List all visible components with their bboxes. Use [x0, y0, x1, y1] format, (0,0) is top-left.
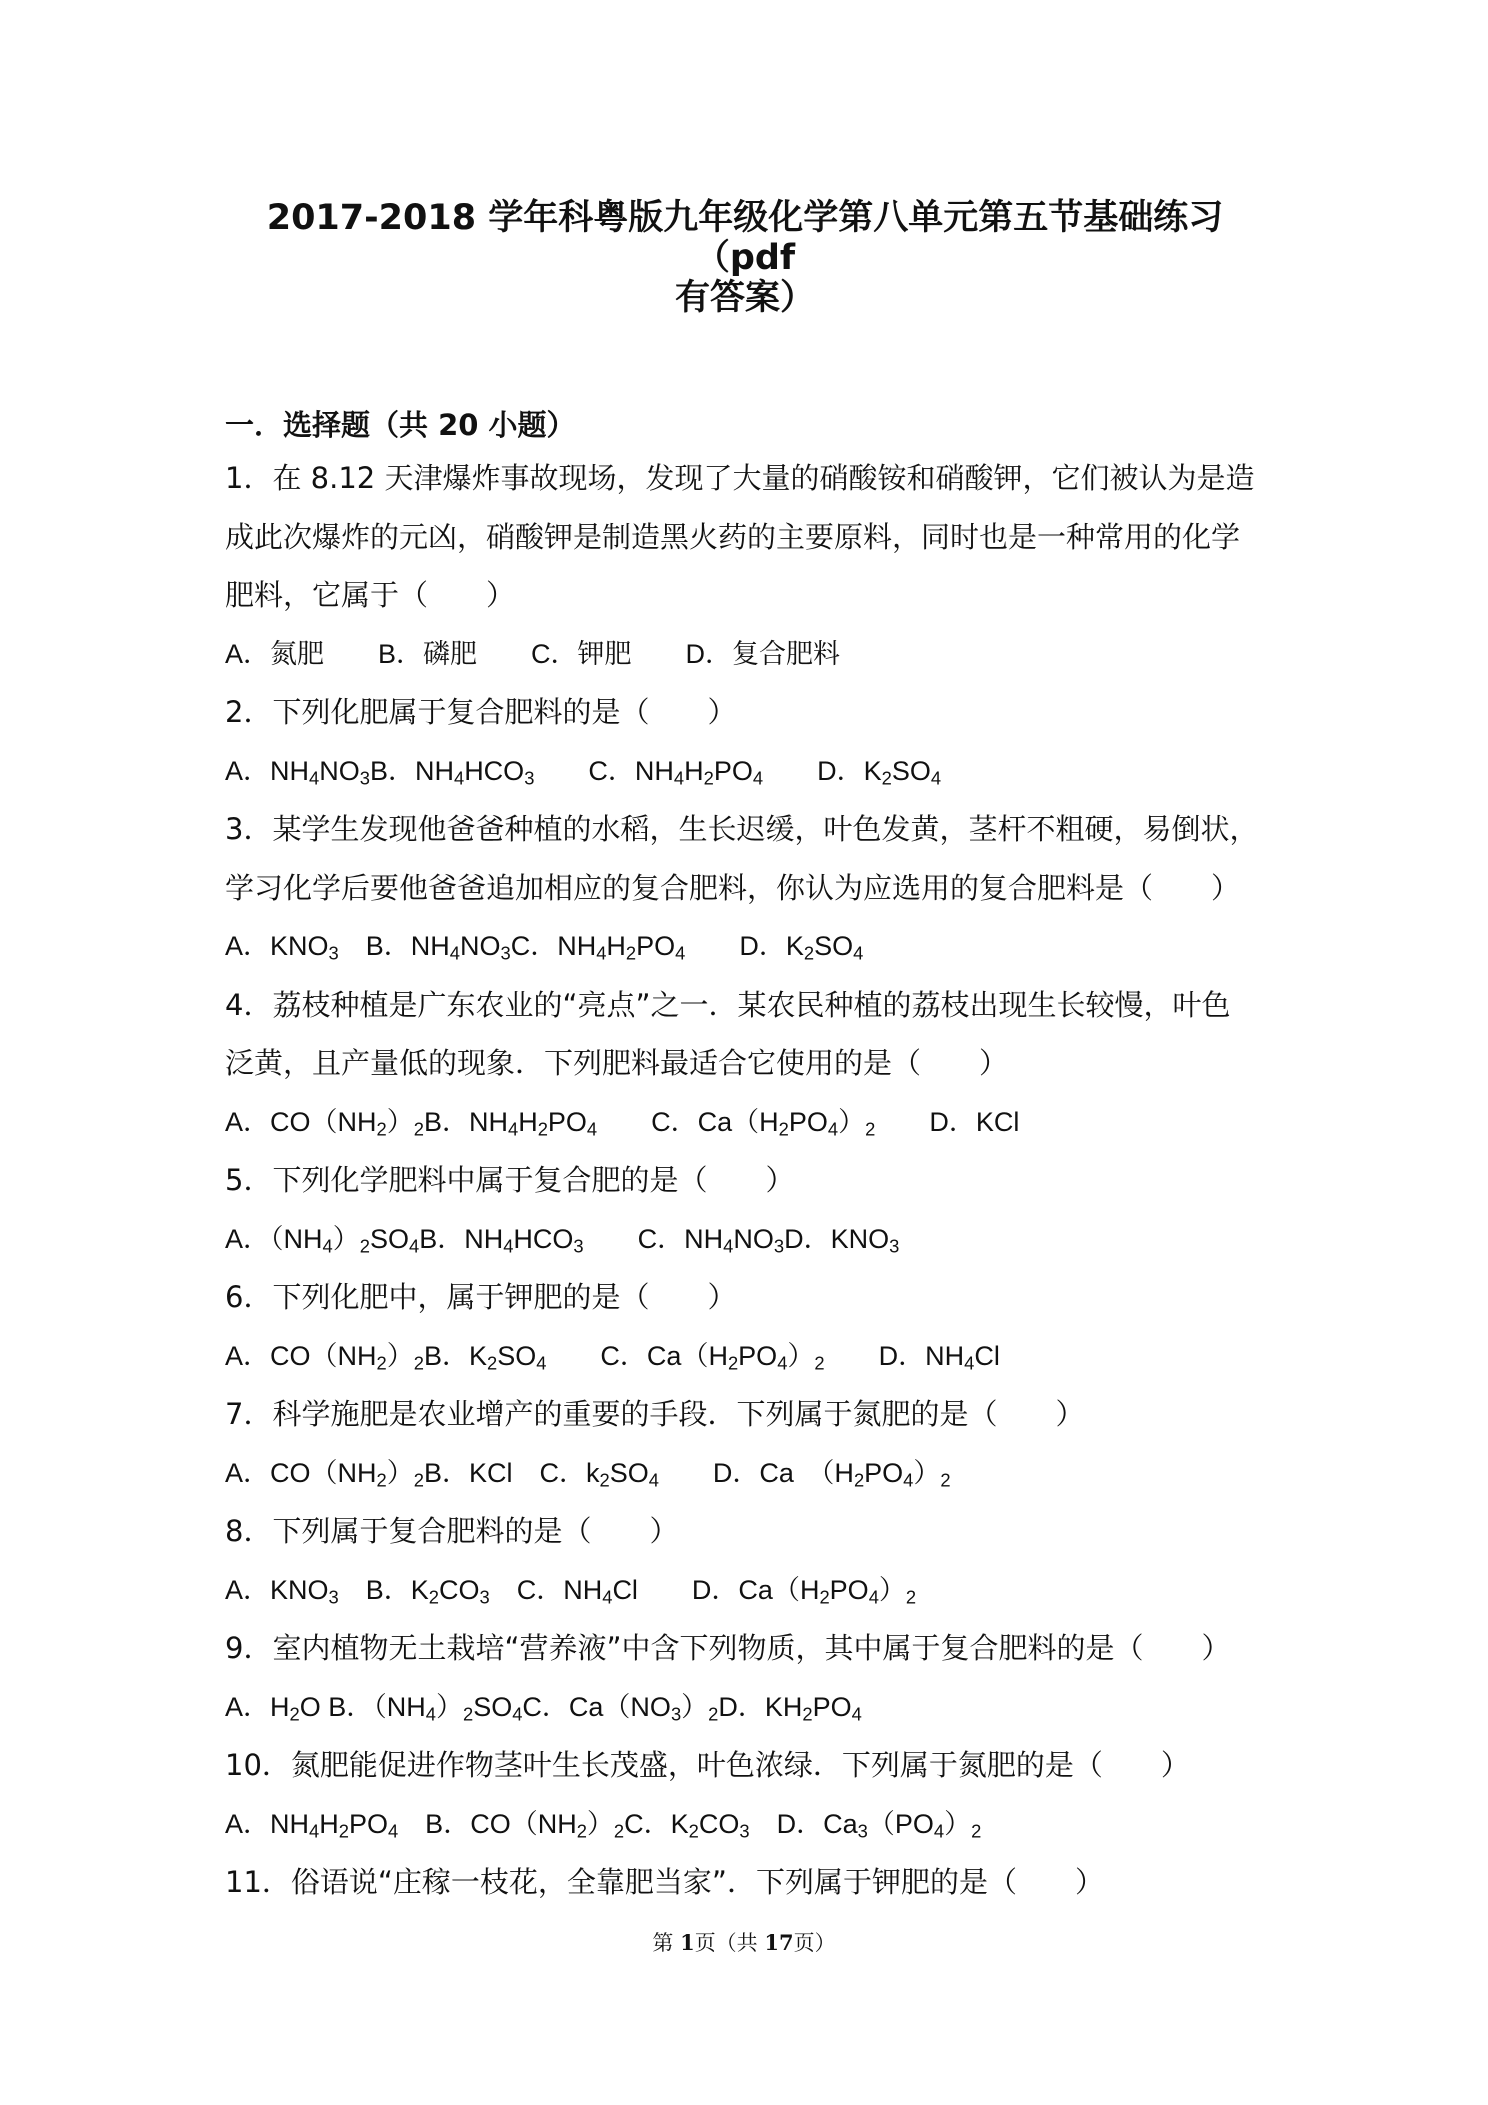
- option-text: SO: [609, 1457, 649, 1488]
- option-text: SO: [497, 1340, 537, 1371]
- formula-subscript: 4: [673, 767, 685, 789]
- option-text: B．CO（NH: [398, 1808, 577, 1839]
- formula-subscript: 4: [596, 942, 607, 964]
- question-text-line: 学习化学后要他爸爸追加相应的复合肥料，你认为应选用的复合肥料是（ ）: [225, 870, 1241, 905]
- option-text: A．NH: [225, 1808, 310, 1839]
- footer-suffix: 页）: [793, 1931, 836, 1955]
- footer-page-number: 1: [680, 1930, 695, 1955]
- option-text: A．NH: [225, 755, 310, 786]
- formula-subscript: 2: [289, 1703, 300, 1725]
- option-text: D．KCl: [875, 1106, 1020, 1137]
- option-text: D．KNO: [784, 1223, 890, 1254]
- question-text-line: 9．室内植物无土栽培“营养液”中含下列物质，其中属于复合肥料的是（ ）: [225, 1631, 1231, 1665]
- formula-subscript: 2: [688, 1820, 699, 1842]
- option-text: ）: [681, 1691, 709, 1722]
- formula-subscript: 4: [453, 767, 465, 789]
- option-text: H: [518, 1106, 538, 1137]
- formula-subscript: 2: [708, 1703, 719, 1725]
- option-text: PO: [829, 1574, 869, 1605]
- option-text: B．NH: [419, 1223, 504, 1254]
- option-text: NO: [319, 755, 360, 786]
- answer-options-line: [225, 1336, 1270, 1395]
- answer-options-line: [225, 1219, 1270, 1278]
- question-text-line: 3．某学生发现他爸爸种植的水稻，生长迟缓，叶色发黄，茎杆不粗硬，易倒状，: [225, 812, 1259, 846]
- option-text: SO: [473, 1691, 513, 1722]
- formula-subscript: 4: [853, 942, 864, 964]
- option-text: A．CO（NH: [225, 1340, 377, 1371]
- formula-subscript: 4: [723, 1235, 734, 1257]
- option-text: C．Ca（NO: [522, 1691, 671, 1722]
- option-text: ）: [787, 1340, 815, 1371]
- option-text: ）: [878, 1574, 906, 1605]
- formula-subscript: 2: [486, 1352, 498, 1374]
- formula-subscript: 4: [507, 1118, 519, 1140]
- option-text: B．NH: [338, 931, 450, 961]
- option-text: A．CO（NH: [225, 1106, 377, 1137]
- option-text: B．K: [423, 1340, 487, 1371]
- option-text: B．NH: [423, 1106, 508, 1137]
- option-text: PO: [788, 1106, 828, 1137]
- question-text-line: 8．下列属于复合肥料的是（ ）: [225, 1514, 679, 1548]
- formula-subscript: 4: [449, 942, 460, 964]
- formula-subscript: 2: [376, 1469, 387, 1491]
- question-list: [225, 458, 1270, 1921]
- option-text: Cl D．Ca（H: [612, 1574, 820, 1605]
- formula-subscript: 4: [408, 1235, 420, 1257]
- formula-subscript: 2: [727, 1352, 739, 1374]
- formula-subscript: 4: [309, 767, 320, 789]
- formula-subscript: 4: [503, 1235, 514, 1257]
- formula-subscript: 4: [322, 1235, 333, 1257]
- footer-total-pages: 17: [764, 1930, 794, 1955]
- option-text: SO: [891, 755, 931, 786]
- formula-subscript: 2: [778, 1118, 789, 1140]
- answer-options-line: [225, 751, 1270, 810]
- option-text: PO: [636, 931, 676, 961]
- formula-subscript: 4: [536, 1352, 547, 1374]
- formula-subscript: 2: [428, 1586, 439, 1608]
- option-text: D．K: [763, 755, 882, 786]
- formula-subscript: 3: [328, 942, 339, 964]
- option-text: PO: [812, 1691, 852, 1722]
- question-text-line: 11．俗语说“庄稼一枝花，全靠肥当家”．下列属于钾肥的是（ ）: [225, 1865, 1104, 1899]
- option-text: C．K: [624, 1808, 689, 1839]
- option-text: ）: [332, 1223, 360, 1254]
- formula-subscript: 2: [537, 1118, 548, 1140]
- formula-subscript: 2: [819, 1586, 830, 1608]
- option-text: B．KCl C．k: [423, 1457, 600, 1488]
- footer-middle: 页（共: [694, 1931, 765, 1955]
- formula-subscript: 4: [752, 767, 764, 789]
- option-text: HCO: [513, 1223, 574, 1254]
- question-text-line: 4．荔枝种植是广东农业的“亮点”之一．某农民种植的荔枝出现生长较慢，叶色: [225, 987, 1231, 1022]
- option-text: CO: [698, 1808, 740, 1839]
- option-text: A．KNO: [225, 931, 329, 961]
- formula-subscript: 2: [625, 942, 637, 964]
- formula-subscript: 3: [889, 1235, 900, 1257]
- formula-subscript: 4: [964, 1352, 975, 1374]
- formula-subscript: 2: [853, 1469, 865, 1491]
- option-text: SO: [814, 931, 854, 961]
- formula-subscript: 2: [376, 1352, 387, 1374]
- option-text: ）: [386, 1340, 414, 1371]
- option-text: PO: [864, 1457, 904, 1488]
- formula-subscript: 4: [602, 1586, 613, 1608]
- option-text: A．KNO: [225, 1574, 329, 1605]
- option-text: B．NH: [369, 755, 454, 786]
- option-text: A．氮肥 B．磷肥 C．钾肥 D．复合肥料: [225, 638, 841, 669]
- option-text: D．NH: [824, 1340, 965, 1371]
- option-text: C．NH: [510, 931, 597, 961]
- option-text: A．CO（NH: [225, 1457, 377, 1488]
- option-text: ）: [586, 1808, 614, 1839]
- answer-options-line: [225, 926, 1270, 985]
- option-text: PO: [348, 1808, 388, 1839]
- formula-subscript: 4: [425, 1703, 436, 1725]
- question-text-line: 10．氮肥能促进作物茎叶生长茂盛，叶色浓绿．下列属于氮肥的是（ ）: [225, 1748, 1190, 1782]
- answer-options-line: [225, 1453, 1270, 1512]
- formula-subscript: 4: [512, 1703, 523, 1725]
- formula-subscript: 2: [376, 1118, 387, 1140]
- option-text: NO: [733, 1223, 774, 1254]
- option-text: A．H: [225, 1691, 290, 1722]
- option-text: D．Ca: [749, 1808, 858, 1839]
- formula-subscript: 4: [648, 1469, 659, 1491]
- formula-subscript: 4: [586, 1118, 598, 1140]
- footer-prefix: 第: [652, 1931, 681, 1955]
- question-text-line: 泛黄，且产量低的现象．下列肥料最适合它使用的是（ ）: [225, 1046, 1009, 1080]
- formula-subscript: 2: [940, 1469, 951, 1491]
- option-text: （PO: [867, 1808, 934, 1839]
- formula-subscript: 4: [387, 1820, 399, 1842]
- formula-subscript: 4: [777, 1352, 788, 1374]
- formula-subscript: 2: [576, 1820, 587, 1842]
- formula-subscript: 3: [670, 1703, 682, 1725]
- option-text: NO: [459, 931, 501, 961]
- option-text: D．KH: [718, 1691, 803, 1722]
- answer-options-line: [225, 1804, 1270, 1863]
- formula-subscript: 2: [881, 767, 892, 789]
- formula-subscript: 2: [802, 1703, 813, 1725]
- formula-subscript: 2: [803, 942, 815, 964]
- option-text: ）: [913, 1457, 941, 1488]
- answer-options-line: [225, 1687, 1270, 1746]
- formula-subscript: 3: [359, 767, 370, 789]
- formula-subscript: 2: [865, 1118, 876, 1140]
- formula-subscript: 2: [359, 1235, 370, 1257]
- formula-subscript: 3: [857, 1820, 868, 1842]
- option-text: CO: [439, 1574, 480, 1605]
- question-text-line: 肥料，它属于（ ）: [225, 578, 516, 612]
- formula-subscript: 2: [971, 1820, 982, 1842]
- question-text-line: 2．下列化肥属于复合肥料的是（ ）: [225, 695, 737, 729]
- formula-subscript: 4: [851, 1703, 862, 1725]
- option-text: ）: [386, 1457, 414, 1488]
- formula-subscript: 2: [905, 1586, 917, 1608]
- document-title-line-2: 有答案）: [674, 278, 815, 318]
- option-text: PO: [738, 1340, 778, 1371]
- formula-subscript: 2: [413, 1118, 424, 1140]
- formula-subscript: 3: [739, 1820, 750, 1842]
- page-footer: [0, 1928, 1488, 1958]
- formula-subscript: 2: [814, 1352, 825, 1374]
- option-text: ）: [944, 1808, 972, 1839]
- formula-subscript: 2: [613, 1820, 625, 1842]
- option-text: B．K: [338, 1574, 429, 1605]
- formula-subscript: 3: [524, 767, 535, 789]
- answer-options-line: [225, 1102, 1270, 1161]
- question-text-line: 1．在 8.12 天津爆炸事故现场，发现了大量的硝酸铵和硝酸钾，它们被认为是造: [225, 461, 1255, 495]
- option-text: PO: [547, 1106, 587, 1137]
- formula-subscript: 4: [827, 1118, 839, 1140]
- option-text: D．Ca （H: [658, 1457, 854, 1488]
- answer-options-line: [225, 1570, 1270, 1629]
- option-text: C．NH: [489, 1574, 603, 1605]
- option-text: PO: [713, 755, 753, 786]
- option-text: SO: [369, 1223, 409, 1254]
- formula-subscript: 2: [413, 1469, 424, 1491]
- option-text: D．K: [685, 931, 804, 961]
- option-text: C．NH: [583, 1223, 724, 1254]
- option-text: ）: [386, 1106, 414, 1137]
- option-text: C．Ca（H: [546, 1340, 728, 1371]
- formula-subscript: 3: [573, 1235, 584, 1257]
- formula-subscript: 2: [338, 1820, 349, 1842]
- option-text: H: [319, 1808, 339, 1839]
- formula-subscript: 2: [599, 1469, 610, 1491]
- question-text-line: 6．下列化肥中，属于钾肥的是（ ）: [225, 1280, 737, 1314]
- option-text: H: [684, 755, 704, 786]
- formula-subscript: 3: [479, 1586, 490, 1608]
- question-text-line: 7．科学施肥是农业增产的重要的手段．下列属于氮肥的是（ ）: [225, 1397, 1085, 1431]
- formula-subscript: 4: [309, 1820, 320, 1842]
- formula-subscript: 4: [930, 767, 942, 789]
- formula-subscript: 4: [868, 1586, 879, 1608]
- formula-subscript: 3: [773, 1235, 785, 1257]
- option-text: H: [606, 931, 626, 961]
- option-text: ）: [435, 1691, 463, 1722]
- formula-subscript: 4: [675, 942, 686, 964]
- option-text: O B．（NH: [299, 1691, 426, 1722]
- formula-subscript: 3: [328, 1586, 339, 1608]
- option-text: ）: [838, 1106, 866, 1137]
- question-text-line: 5．下列化学肥料中属于复合肥的是（ ）: [225, 1163, 795, 1197]
- formula-subscript: 2: [703, 767, 714, 789]
- option-text: Cl: [974, 1340, 1000, 1371]
- formula-subscript: 2: [462, 1703, 474, 1725]
- formula-subscript: 2: [413, 1352, 424, 1374]
- option-text: C．NH: [534, 755, 674, 786]
- document-title-line-1: 2017-2018 学年科粤版九年级化学第八单元第五节基础练习（pdf: [266, 198, 1224, 278]
- section-heading: 一．选择题（共 20 小题）: [225, 408, 576, 442]
- formula-subscript: 4: [903, 1469, 914, 1491]
- answer-options-line: [225, 634, 1270, 693]
- option-text: C．Ca（H: [597, 1106, 779, 1137]
- formula-subscript: 3: [500, 942, 511, 964]
- option-text: HCO: [464, 755, 525, 786]
- formula-subscript: 4: [933, 1820, 945, 1842]
- option-text: A．（NH: [225, 1223, 323, 1254]
- question-text-line: 成此次爆炸的元凶，硝酸钾是制造黑火药的主要原料，同时也是一种常用的化学: [225, 519, 1241, 554]
